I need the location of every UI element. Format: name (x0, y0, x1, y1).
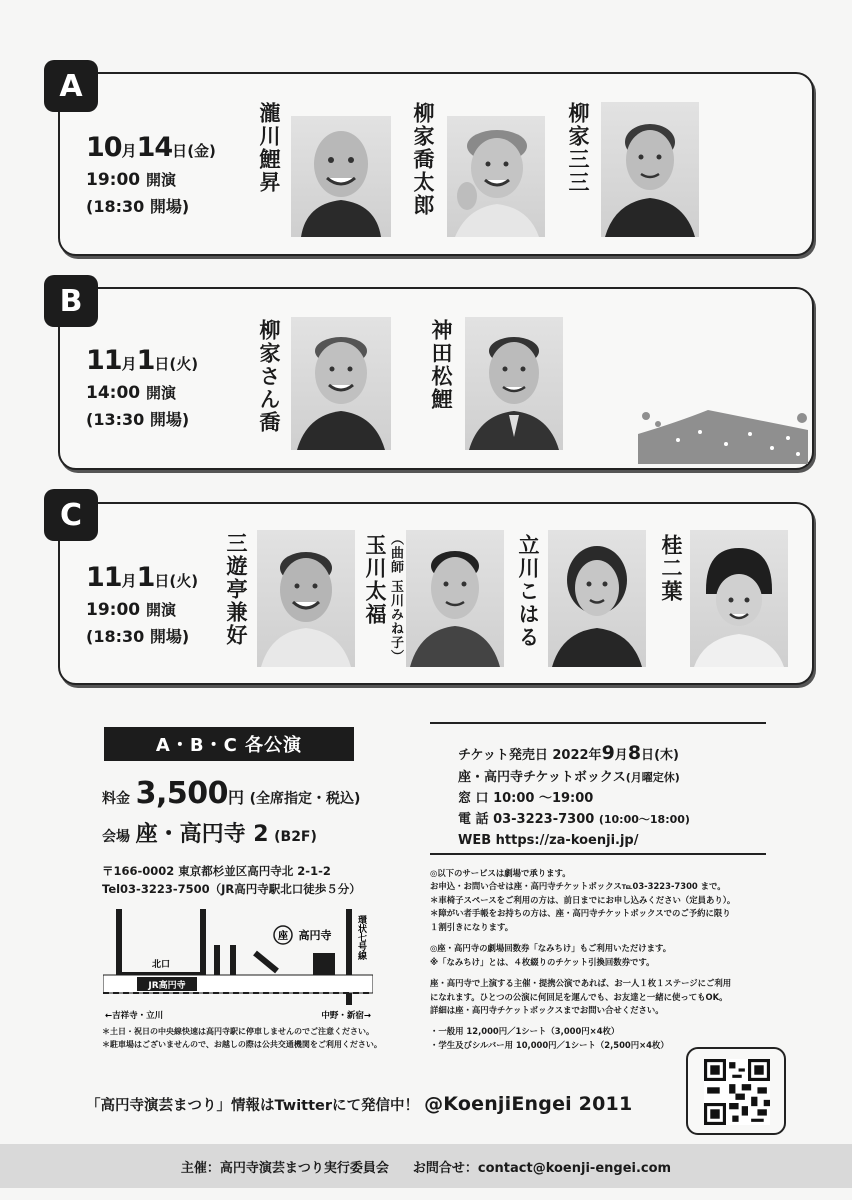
footer-organizer: 主催：高円寺演芸まつり実行委員会 (180, 1160, 389, 1176)
divider (430, 853, 766, 855)
program-c-date: 11月1日(火) 19:00 開演 (18:30 開場) (86, 562, 199, 646)
performer-photo (257, 530, 355, 667)
twitter-line: 「高円寺演芸まつり」情報はTwitterにて発信中！ @KoenjiEngei 2011 (86, 1093, 633, 1115)
qr-callout (686, 1047, 786, 1135)
performer-name: 桂二葉 (659, 534, 684, 603)
twitter-handle[interactable]: @KoenjiEngei 2011 (424, 1093, 633, 1115)
service-info: ◎以下のサービスは劇場で承ります。 お申込・お問い合せは座・高円寺チケットボックス℡03-3223-7300 まで。 ＊車椅子スペースをご利用の方は、前日までにお申し込みください（定員あり）。 ＊障がい者手帳をお持ちの方は、座・高円寺チケットボックスでのご予約に限り １割引きになります。 ◎座・高円寺の劇場回数券「なみちけ」もご利用いただけます。 ※「なみちけ」とは、４枚綴りのチケット引換回数券です。 座・高円寺で上演する主催・提携公演であれば、お一人１枚１ステージにご利用 になれます。ひとつの公演に何回足を運んでも、お友達と一緒に使ってもOK。 詳細は座・高円寺チケットボックスまでお問い合せください。 ・一般用 12,000円／1シート（3,000円×4枚） ・学生及びシルバー用 10,000円／1シート（2,500円×4枚） (430, 868, 736, 1050)
map-right-dir: 中野・新宿→ (321, 1011, 371, 1021)
performer-name: 柳家喬太郎 (411, 102, 436, 217)
map-north-exit: 北口 (151, 960, 171, 970)
performer-photo (465, 317, 563, 450)
performer-name: 柳家三三 (566, 102, 591, 194)
price-line: 料金 3,500円 (全席指定・税込) (102, 776, 361, 811)
address: 〒166-0002 東京都杉並区高円寺北 2-1-2 Tel03-3223-7500（JR高円寺駅北口徒歩５分） (102, 864, 361, 897)
program-c-box (58, 502, 814, 685)
venue-line: 会場 座・高円寺 2 (B2F) (102, 822, 317, 847)
footer (0, 1144, 852, 1188)
program-b-box (58, 287, 814, 470)
common-title: A・B・C 各公演 (104, 727, 354, 761)
performer-name: 立川こはる (516, 534, 541, 649)
program-b-date: 11月1日(火) 14:00 開演 (13:30 開場) (86, 345, 199, 429)
program-a-date: 10月14日(金) 19:00 開演 (18:30 開場) (86, 132, 216, 216)
map-venue-mark: 座 (278, 931, 288, 942)
performer-photo (447, 116, 545, 237)
performer-name: 柳家さん喬 (257, 319, 282, 434)
divider (430, 722, 766, 724)
performer-photo (291, 317, 391, 450)
program-b-badge: B (44, 275, 98, 327)
performer-name: 玉川太福 (363, 534, 388, 626)
map-notes: ＊土日・祝日の中央線快速は高円寺駅に停車しませんのでご注意ください。 ＊駐車場はございませんので、お越しの際は公共交通機関をご利用ください。 (102, 1027, 382, 1049)
access-map (103, 905, 373, 1022)
performer-photo (291, 116, 391, 237)
program-a-badge: A (44, 60, 98, 112)
performer-photo (548, 530, 646, 667)
map-left-dir: ←吉祥寺・立川 (105, 1011, 164, 1021)
map-ring-road: 環状七号線 (356, 915, 366, 960)
map-station: JR高円寺 (148, 981, 186, 991)
wave-decoration (638, 404, 808, 464)
performer-photo (406, 530, 504, 667)
performer-photo (601, 102, 699, 237)
performer-name: 神田松鯉 (429, 319, 454, 411)
map-venue-name: 高円寺 (298, 929, 332, 942)
ticket-info: チケット発売日 2022年9月8日(木) 座・高円寺チケットボックス(月曜定休) 窓 口 10:00 〜19:00 電 話 03-3223-7300 (10:00〜18:00) WEB https://za-koenji.jp/ (458, 742, 690, 848)
program-a-box (58, 72, 814, 256)
performer-name: 三遊亭兼好 (224, 532, 249, 647)
program-c-badge: C (44, 489, 98, 541)
performer-note: （曲師 玉川みね子） (388, 532, 403, 664)
qr-code-icon[interactable] (704, 1059, 770, 1125)
performer-photo (690, 530, 788, 667)
footer-contact[interactable]: お問合せ：contact@koenji-engei.com (412, 1160, 672, 1176)
performer-name: 瀧川鯉昇 (257, 102, 282, 194)
